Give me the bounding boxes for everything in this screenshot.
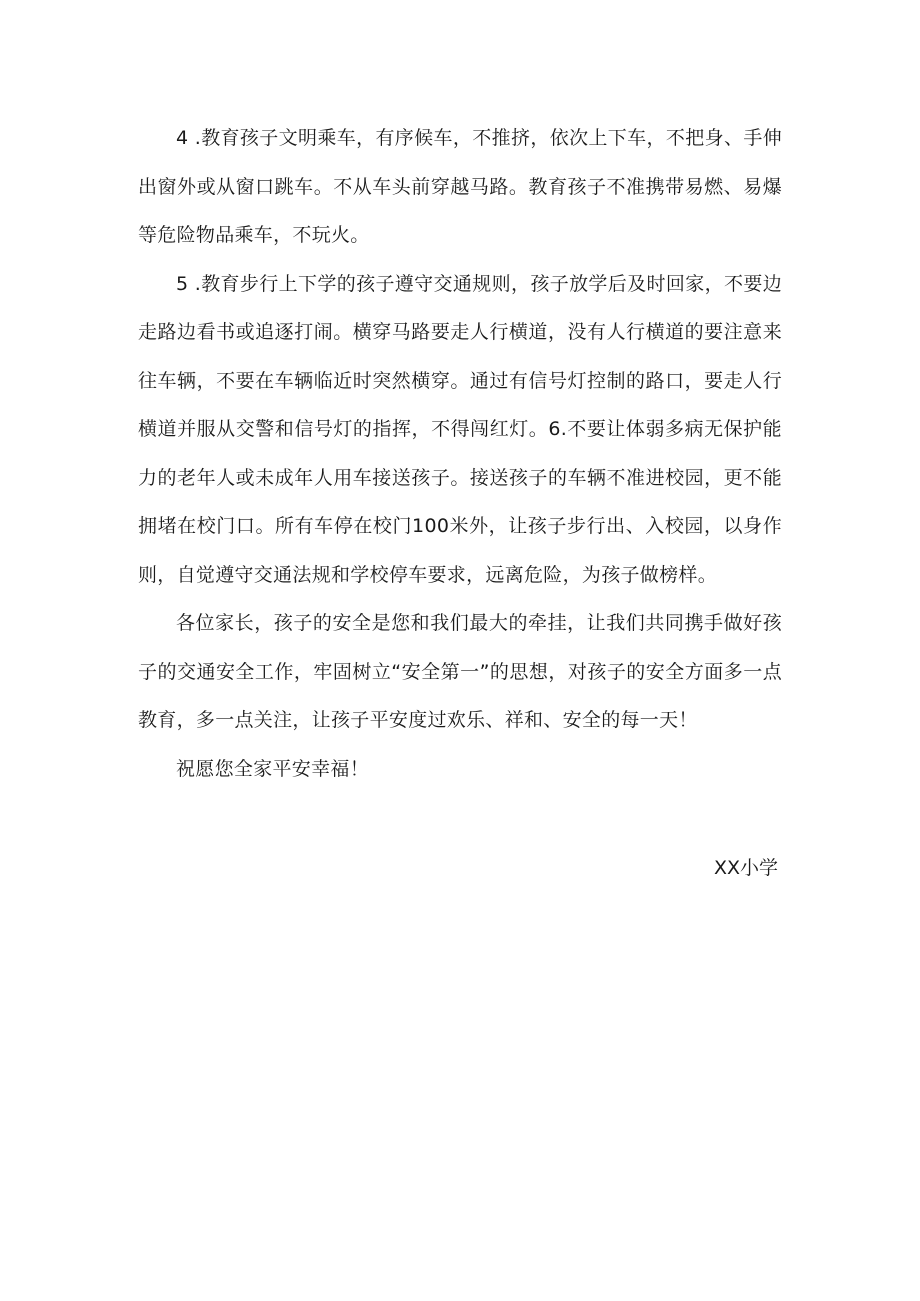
paragraph-item-5-6: 5 .教育步行上下学的孩子遵守交通规则，孩子放学后及时回家，不要边走路边看书或追逐打闹。横穿马路要走人行横道，没有人行横道的要注意来往车辆，不要在车辆临近时突然横穿。通过有信号灯控制的路口，要走人行横道并服从交警和信号灯的指挥，不得闯红灯。6.不要让体弱多病无保护能力的老年人或未成年人用车接送孩子。接送孩子的车辆不准进校园，更不能拥堵在校门口。所有车停在校门100米外，让孩子步行出、入校园，以身作则，自觉遵守交通法规和学校停车要求，远离危险，为孩子做榜样。 bbox=[138, 272, 782, 586]
school-signature: XX小学 bbox=[713, 857, 778, 879]
paragraph-item-4: 4 .教育孩子文明乘车，有序候车，不推挤，依次上下车，不把身、手伸出窗外或从窗口跳车。不从车头前穿越马路。教育孩子不准携带易燃、易爆等危险物品乘车，不玩火。 bbox=[138, 127, 782, 246]
letter-body bbox=[138, 114, 782, 793]
closing-paragraph: 各位家长，孩子的安全是您和我们最大的牵挂，让我们共同携手做好孩子的交通安全工作，牢固树立“安全第一”的思想，对孩子的安全方面多一点教育，多一点关注，让孩子平安度过欢乐、祥和、安全的每一天！ bbox=[138, 612, 782, 731]
blessing-line: 祝愿您全家平安幸福！ bbox=[176, 757, 370, 780]
